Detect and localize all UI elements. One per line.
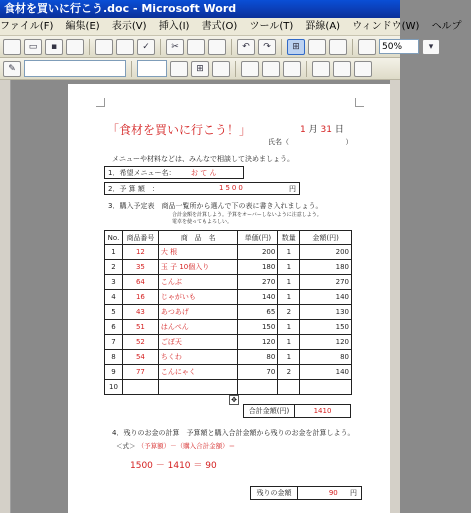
pencil-icon[interactable]: ✎: [3, 61, 21, 77]
vertical-ruler: [0, 80, 11, 513]
menu-bar: [0, 18, 462, 36]
draw-table-icon[interactable]: ⊞: [287, 39, 305, 55]
tables-borders-toolbar: [0, 58, 400, 80]
header-price: 単価(円): [238, 231, 278, 245]
purchase-table: [104, 230, 352, 395]
table-row[interactable]: 6 51 はんぺん 150 1 150: [105, 320, 352, 335]
header-code: 商品番号: [122, 231, 158, 245]
columns-icon[interactable]: [329, 39, 347, 55]
align-icon[interactable]: [312, 61, 330, 77]
table-move-handle-icon[interactable]: ✥: [229, 395, 239, 405]
table-row[interactable]: 5 43 あつあげ 65 2 130: [105, 305, 352, 320]
print-preview-icon[interactable]: [116, 39, 134, 55]
toolbar-separator: [160, 39, 161, 55]
permission-icon[interactable]: [66, 39, 84, 55]
document-page[interactable]: [68, 84, 390, 513]
intro-text: メニューや材料などは、みんなで相談して決めましょう。: [112, 155, 294, 163]
table-row[interactable]: 4 16 じゃがいも 140 1 140: [105, 290, 352, 305]
menu-edit[interactable]: 編集(E): [65, 21, 100, 32]
redo-icon[interactable]: ↷: [258, 39, 276, 55]
section-4-heading: 4．残りのお金の計算 予算額と購入合計金額から残りのお金を計算しよう。: [112, 429, 355, 437]
menu-view[interactable]: 表示(V): [111, 21, 147, 32]
section-3-heading: 3．購入予定表 商品一覧所から選んで下の表に書き入れましょう。: [108, 202, 323, 210]
new-document-icon[interactable]: [3, 39, 21, 55]
split-cells-icon[interactable]: [283, 61, 301, 77]
calculation-line: 1500 － 1410 ＝ 90: [130, 461, 217, 471]
cut-icon[interactable]: ✂: [166, 39, 184, 55]
table-row[interactable]: 8 54 ちくわ 80 1 80: [105, 350, 352, 365]
insert-table-icon-2[interactable]: [241, 61, 259, 77]
window-title-bar: 食材を買いに行こう.doc - Microsoft Word: [0, 0, 400, 18]
toolbar-separator: [281, 39, 282, 55]
paste-icon[interactable]: [208, 39, 226, 55]
menu-table[interactable]: 罫線(A): [305, 21, 341, 32]
merge-cells-icon[interactable]: [262, 61, 280, 77]
distribute-columns-icon[interactable]: [354, 61, 372, 77]
note-1: 合計金額を計算しよう。予算をオーバーしないように注意しよう。: [172, 212, 322, 218]
spelling-icon[interactable]: ✓: [137, 39, 155, 55]
line-weight-combo[interactable]: [137, 60, 167, 77]
standard-toolbar: [0, 36, 434, 58]
zoom-combo[interactable]: 50%: [379, 39, 419, 54]
menu-name-box: 1．希望メニュー名： お て ん: [104, 166, 244, 179]
table-row[interactable]: 9 77 こんにゃく 70 2 140: [105, 365, 352, 380]
change-value: 90 円: [328, 489, 357, 497]
menu-help[interactable]: ヘルプ: [431, 21, 462, 32]
drawing-icon[interactable]: [358, 39, 376, 55]
document-content: [68, 84, 390, 513]
print-icon[interactable]: [95, 39, 113, 55]
note-2: 電卓を使ってもよろしい。: [172, 219, 233, 225]
menu-tools[interactable]: ツール(T): [249, 21, 294, 32]
table-row[interactable]: 7 52 ごぼ天 120 1 120: [105, 335, 352, 350]
shading-color-icon[interactable]: [212, 61, 230, 77]
total-value: 1410: [313, 407, 332, 415]
name-field: 氏名（ ）: [268, 138, 353, 146]
toolbar-separator: [352, 39, 353, 55]
total-amount-box: [243, 404, 351, 418]
vertical-scrollbar[interactable]: [390, 80, 400, 513]
table-header-row: [105, 231, 352, 245]
budget-box: 2．予 算 額 ： 1500 円: [104, 182, 300, 195]
table-row[interactable]: 2 35 玉 子 10個入り 180 1 180: [105, 260, 352, 275]
toolbar-separator: [89, 39, 90, 55]
formula-line: ＜式＞ （予算額）－（購入合計金額）＝: [116, 442, 236, 450]
table-row[interactable]: 1 12 大 根 200 1 200: [105, 245, 352, 260]
header-qty: 数量: [278, 231, 300, 245]
toolbar-separator: [235, 61, 236, 77]
change-label: 残りの金額: [251, 487, 298, 499]
menu-file[interactable]: ファイル(F): [0, 21, 54, 32]
doc-date: 1 月 31 日: [300, 125, 344, 135]
header-amount: 金額(円): [300, 231, 352, 245]
toolbar-separator: [306, 61, 307, 77]
undo-icon[interactable]: ↶: [237, 39, 255, 55]
menu-window[interactable]: ウィンドウ(W): [352, 21, 420, 32]
border-color-icon[interactable]: [170, 61, 188, 77]
line-style-combo[interactable]: [24, 60, 126, 77]
doc-title: 「食材を買いに行こう！」: [107, 123, 252, 137]
open-folder-icon[interactable]: ▭: [24, 39, 42, 55]
change-amount-box: [250, 486, 362, 500]
total-label: 合計金額(円): [244, 405, 295, 417]
distribute-rows-icon[interactable]: [333, 61, 351, 77]
menu-insert[interactable]: 挿入(I): [158, 21, 190, 32]
toolbar-separator: [231, 39, 232, 55]
menu-format[interactable]: 書式(O): [201, 21, 238, 32]
zoom-dropdown-icon[interactable]: ▾: [422, 39, 440, 55]
save-icon[interactable]: ▪: [45, 39, 63, 55]
header-no: No.: [105, 231, 123, 245]
table-row[interactable]: 3 64 こんぶ 270 1 270: [105, 275, 352, 290]
toolbar-separator: [131, 61, 132, 77]
insert-table-icon[interactable]: [308, 39, 326, 55]
copy-icon[interactable]: [187, 39, 205, 55]
table-row[interactable]: 10: [105, 380, 352, 395]
outside-border-icon[interactable]: ⊞: [191, 61, 209, 77]
header-name: 商 品 名: [158, 231, 238, 245]
